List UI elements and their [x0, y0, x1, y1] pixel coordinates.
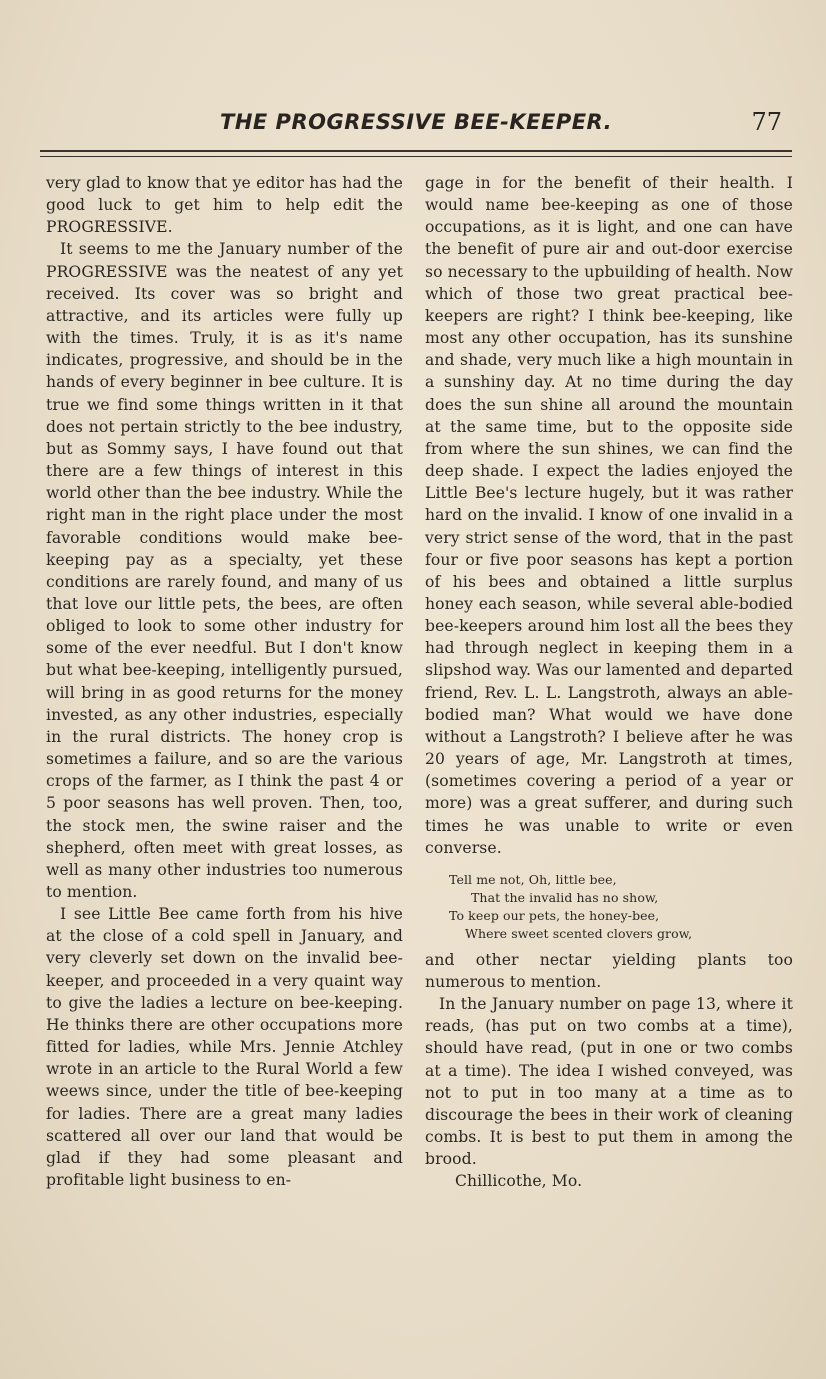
page-number: 77	[751, 108, 782, 136]
author-location: Chillicothe, Mo.	[455, 1172, 583, 1191]
running-header	[40, 108, 792, 144]
poem-line: Tell me not, Oh, little bee,	[449, 871, 617, 887]
journal-title: THE PROGRESSIVE BEE-KEEPER.	[220, 110, 613, 134]
poem-line: Where sweet scented clovers grow,	[465, 925, 693, 941]
poem-line: That the invalid has no show,	[471, 889, 659, 905]
paragraph-little-bee: I see Little Bee came forth from his hive at the close of a cold spell in January, and very cleverly set down on the invalid bee-keeper, and proceeded in a very quaint way to give the ladies a lecture on bee-keeping. He thinks there are other occupations more fitted for ladies, while Mrs. Jennie Atchley wrote in an article to the Rural World a few weews since, under the title of bee-keeping for ladies. There are a great many ladies scattered all over our land that would be glad if they had some pleasant and profitable light business to en-	[46, 905, 403, 1190]
right-column	[425, 172, 793, 1193]
paragraph-correction: In the January number on page 13, where it reads, (has put on two combs at a time), should have read, (put in one or two combs at a time). The idea I wished conveyed, was not to put in too many at a time as to discourage the bees in their work of cleaning combs. It is best to put them in among the brood.	[425, 995, 793, 1169]
paragraph-health: gage in for the benefit of their health. I would name bee-keeping as one of those occupations, as it is light, and one can have the benefit of pure air and out-door exercise so necessary to the upbuilding of health. Now which of those two great practical bee-keepers are right? I think bee-keeping, like most any other occupation, has its sunshine and shade, very much like a high mountain in a sunshiny day. At no time during the day does the sun shine all around the mountain at the same time, but to the opposite side from where the sun shines, we can find the deep shade. I expect the ladies enjoyed the Little Bee's lecture hugely, but it was rather hard on the invalid. I know of one invalid in a very strict sense of the word, that in the past four or five poor seasons has kept a portion of his bees and obtained a little surplus honey each season, while several able-bodied bee-keepers around him lost all the bees they had through neglect in keeping them in a slipshod way. Was our lamented and departed friend, Rev. L. L. Langstroth, always an able-bodied man? What would we have done without a Langstroth? I believe after he was 20 years of age, Mr. Langstroth at times, (sometimes covering a period of a year or more) was a great sufferer, and during such times he was unable to write or even converse.	[425, 174, 793, 857]
header-rule-thick	[40, 150, 792, 152]
header-rule-thin	[40, 156, 792, 157]
left-column	[46, 172, 403, 1191]
paragraph-nectar-plants: and other nectar yielding plants too numerous to mention.	[425, 950, 793, 991]
paragraph-january-number: It seems to me the January number of the PROGRESSIVE was the neatest of any yet received. Its cover was so bright and attractive, and its articles were fully up with the times. Truly, it is as it's name indicates, progressive, and should be in the hands of every beginner in bee culture. It is true we find some things written in it that does not pertain strictly to the bee industry, but as Sommy says, I have found out that there are a few things of interest in this world other than the bee industry. While the right man in the right place under the most favorable conditions would make bee-keeping pay as a specialty, yet these conditions are rarely found, and many of us that love our little pets, the bees, are often obliged to look to some other industry for some of the ever needful. But I don't know but what bee-keeping, intelligently pursued, will bring in as good returns for the money invested, as any other industries, especially in the rural districts. The honey crop is sometimes a failure, and so are the various crops of the farmer, as I think the past 4 or 5 poor seasons has well proven. Then, too, the stock men, the swine raiser and the shepherd, often meet with great losses, as well as many other industries too numerous to mention.	[46, 240, 403, 901]
paragraph-continuation: very glad to know that ye editor has had the good luck to get him to help edit the PROGRESSIVE.	[46, 174, 403, 237]
poem-stanza	[449, 871, 793, 943]
poem-line: To keep our pets, the honey-bee,	[449, 907, 660, 923]
